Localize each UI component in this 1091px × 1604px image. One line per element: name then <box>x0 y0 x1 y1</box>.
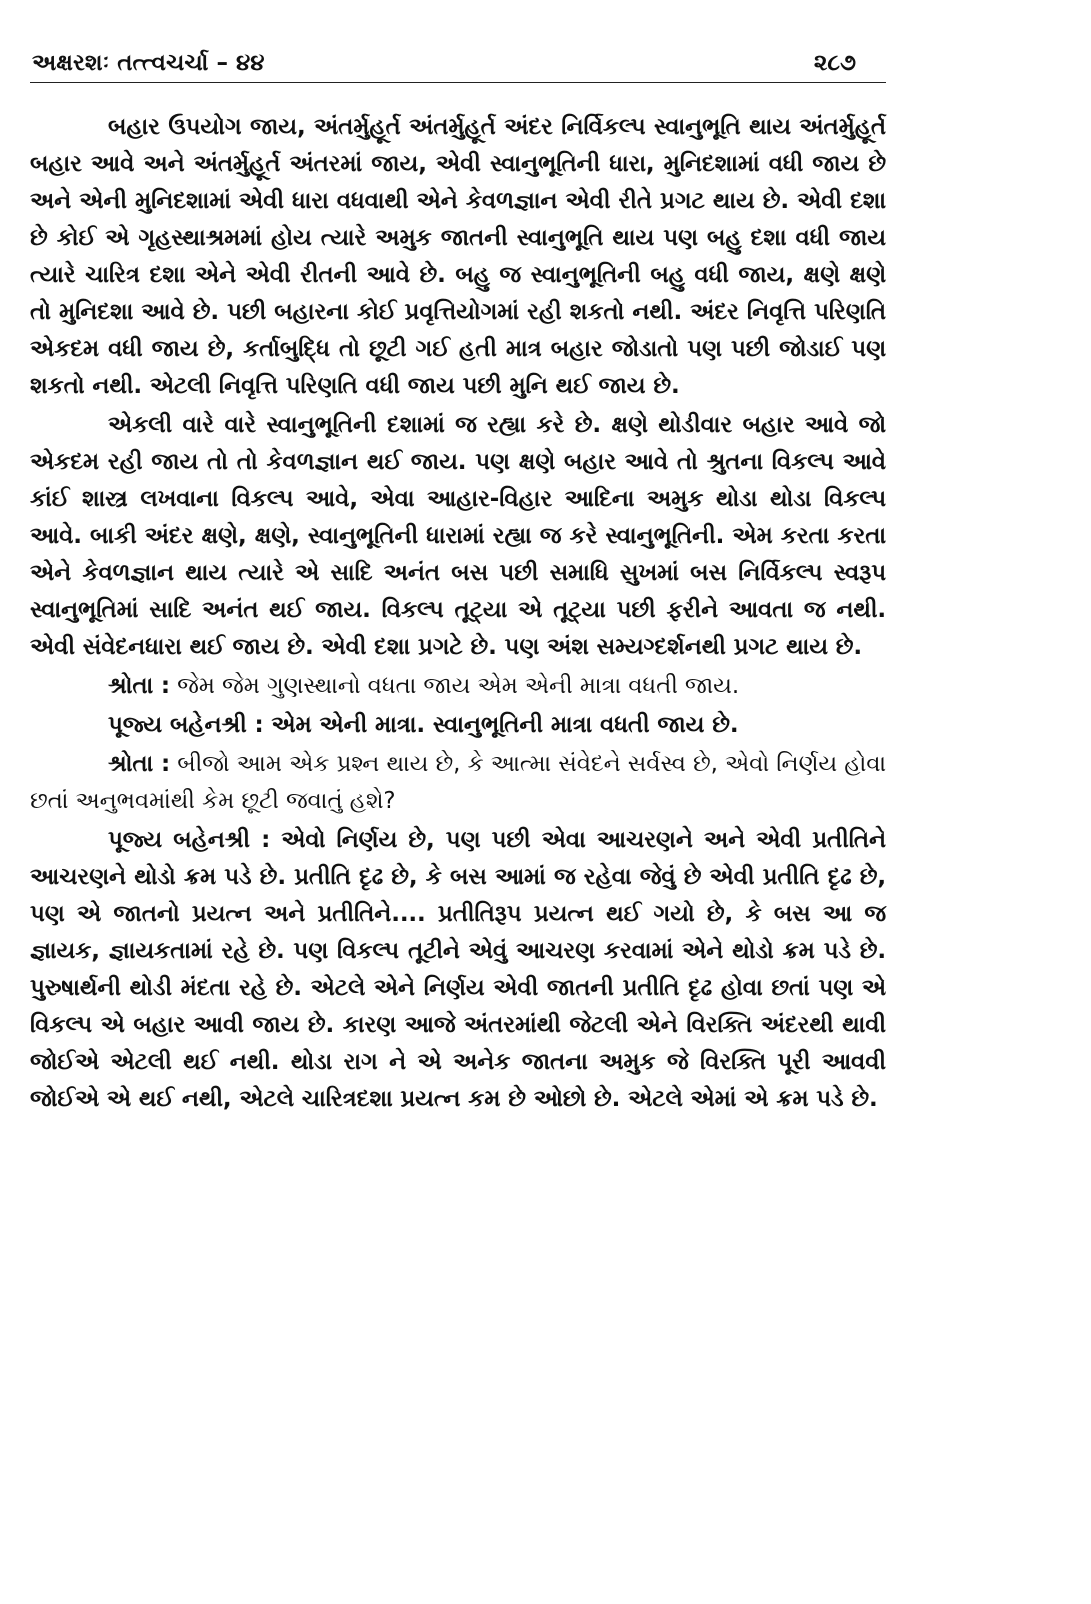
speaker-label: પૂજ્ય બહેનશ્રી : <box>108 827 271 853</box>
document-page <box>30 44 886 1120</box>
dialogue-text: જેમ જેમ ગુણસ્થાનો વધતા જાય એમ એની માત્રા વધતી જાય. <box>177 673 740 699</box>
paragraph-text: બહાર ઉપયોગ જાય, અંતર્મુહૂર્ત અંતર્મુહૂર્ત અંદર નિર્વિકલ્પ સ્વાનુભૂતિ થાય અંતર્મુહૂર્ત બહાર આવે અને અંતર્મુહૂર્ત અંતરમાં જાય, એવી સ્વાનુભૂતિની ધારા, મુનિદશામાં વધી જાય છે અને એની મુનિદશામાં એવી ધારા વધવાથી એને કેવળજ્ઞાન એવી રીતે પ્રગટ થાય છે. એવી દશા છે કોઈ એ ગૃહસ્થાશ્રમમાં હોય ત્યારે અમુક જાતની સ્વાનુભૂતિ થાય પણ બહુ દશા વધી જાય ત્યારે ચારિત્ર દશા એને એવી રીતની આવે છે. બહુ જ સ્વાનુભૂતિની બહુ વધી જાય, ક્ષણે ક્ષણે તો મુનિદશા આવે છે. પછી બહારના કોઈ પ્રવૃત્તિયોગમાં રહી શકતો નથી. અંદર નિવૃત્તિ પરિણતિ એકદમ વધી જાય છે, કર્તાબુદ્ધિ તો છૂટી ગઈ હતી માત્ર બહાર જોડાતો પણ પછી જોડાઈ પણ શકતો નથી. એટલી નિવૃત્તિ પરિણતિ વધી જાય પછી મુનિ થઈ જાય છે. <box>30 114 886 399</box>
dialogue-bahenshri-1 <box>30 707 886 744</box>
speaker-label: પૂજ્ય બહેનશ્રી : <box>108 712 264 738</box>
page-number: ૨૮૭ <box>813 50 856 76</box>
page-body <box>30 109 886 1118</box>
dialogue-listener-2 <box>30 746 886 820</box>
dialogue-text: એવો નિર્ણય છે, પણ પછી એવા આચરણને અને એવી પ્રતીતિને આચરણને થોડો ક્રમ પડે છે. પ્રતીતિ દૃઢ છે, કે બસ આમાં જ રહેવા જેવું છે એવી પ્રતીતિ દૃઢ છે, પણ એ જાતનો પ્રયત્ન અને પ્રતીતિને.... પ્રતીતિરૂપ પ્રયત્ન થઈ ગયો છે, કે બસ આ જ જ્ઞાયક, જ્ઞાયકતામાં રહે છે. પણ વિકલ્પ તૂટીને એવું આચરણ કરવામાં એને થોડો ક્રમ પડે છે. પુરુષાર્થની થોડી મંદતા રહે છે. એટલે એને નિર્ણય એવી જાતની પ્રતીતિ દૃઢ હોવા છતાં પણ એ વિકલ્પ એ બહાર આવી જાય છે. કારણ આજે અંતરમાંથી જેટલી એને વિરક્તિ અંદરથી થાવી જોઈએ એટલી થઈ નથી. થોડા રાગ ને એ અનેક જાતના અમુક જે વિરક્તિ પૂરી આવવી જોઈએ એ થઈ નથી, એટલે ચારિત્રદશા પ્રયત્ન કમ છે ઓછો છે. એટલે એમાં એ ક્રમ પડે છે. <box>30 827 886 1112</box>
dialogue-text: બીજો આમ એક પ્રશ્ન થાય છે, કે આત્મા સંવેદને સર્વસ્વ છે, એવો નિર્ણય હોવા છતાં અનુભવમાંથી કેમ છૂટી જવાતું હશે? <box>30 751 887 814</box>
dialogue-bahenshri-2 <box>30 822 886 1118</box>
paragraph-1 <box>30 109 886 405</box>
paragraph-2 <box>30 407 886 666</box>
dialogue-listener-1 <box>30 668 886 705</box>
page-header <box>30 44 886 83</box>
running-title: અક્ષરશઃ તત્ત્વચર્ચા – ૪૪ <box>32 50 265 76</box>
paragraph-text: એકલી વારે વારે સ્વાનુભૂતિની દશામાં જ રહ્યા કરે છે. ક્ષણે થોડીવાર બહાર આવે જો એકદમ રહી જાય તો તો કેવળજ્ઞાન થઈ જાય. પણ ક્ષણે બહાર આવે તો શ્રુતના વિકલ્પ આવે કાંઈ શાસ્ત્ર લખવાના વિકલ્પ આવે, એવા આહાર-વિહાર આદિના અમુક થોડા થોડા વિકલ્પ આવે. બાકી અંદર ક્ષણે, ક્ષણે, સ્વાનુભૂતિની ધારામાં રહ્યા જ કરે સ્વાનુભૂતિની. એમ કરતા કરતા એને કેવળજ્ઞાન થાય ત્યારે એ સાદિ અનંત બસ પછી સમાધિ સુખમાં બસ નિર્વિકલ્પ સ્વરૂપ સ્વાનુભૂતિમાં સાદિ અનંત થઈ જાય. વિકલ્પ તૂટ્યા એ તૂટ્યા પછી ફરીને આવતા જ નથી. એવી સંવેદનધારા થઈ જાય છે. એવી દશા પ્રગટે છે. પણ અંશ સમ્યગ્દર્શનથી પ્રગટ થાય છે. <box>30 412 886 660</box>
dialogue-text: એમ એની માત્રા. સ્વાનુભૂતિની માત્રા વધતી જાય છે. <box>271 712 739 738</box>
speaker-label: શ્રોતા : <box>108 751 171 777</box>
speaker-label: શ્રોતા : <box>108 673 170 699</box>
